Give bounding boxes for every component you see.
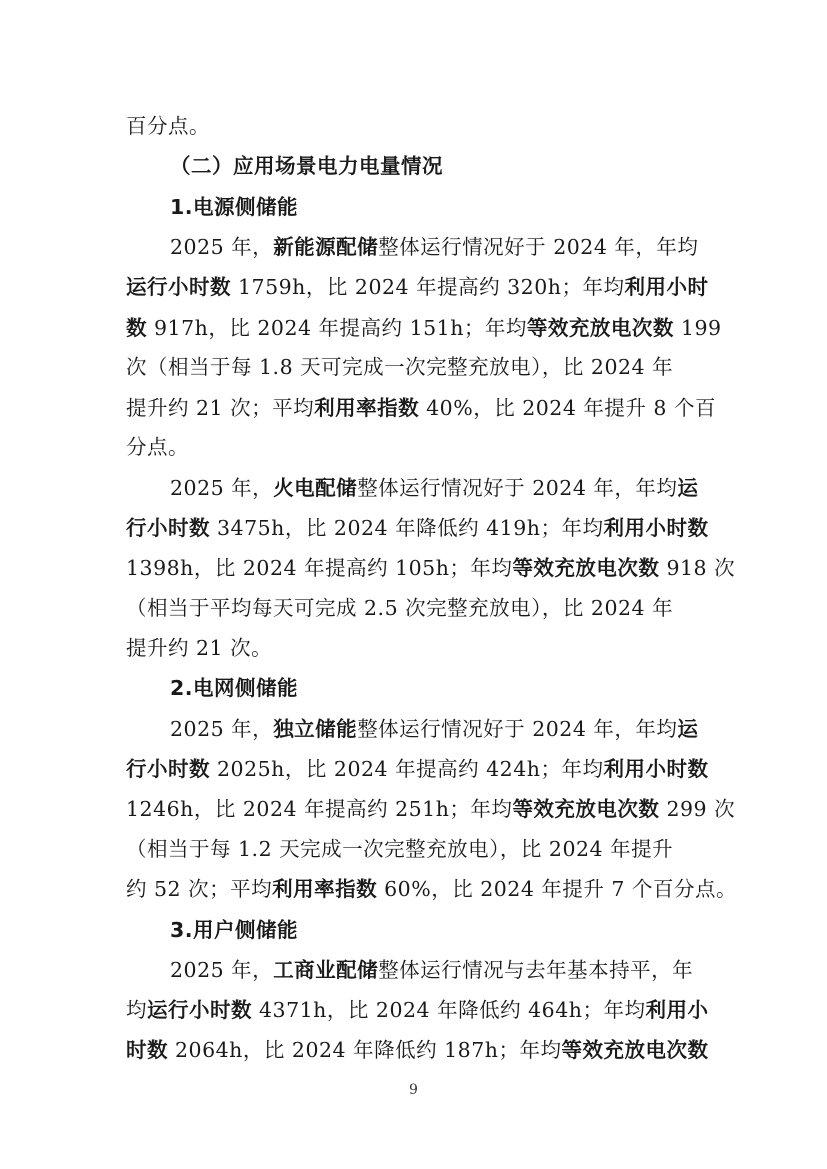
bold-term: 运	[677, 717, 699, 741]
bold-term: 等效充放电次数	[561, 1038, 709, 1062]
text-span: 均	[126, 998, 147, 1022]
subsection-heading	[170, 193, 706, 221]
paragraph-line	[126, 353, 706, 381]
subsection-heading	[170, 916, 706, 944]
text-span: 2025 年，	[170, 958, 274, 982]
text-span: 199	[673, 316, 722, 340]
bold-term: 新能源配储	[273, 235, 379, 259]
section-heading	[170, 152, 706, 180]
bold-term: 数	[126, 316, 147, 340]
paragraph-line	[126, 594, 706, 622]
bold-term: 行小时数	[126, 757, 210, 781]
bold-term: 等效充放电次数	[512, 797, 660, 821]
text-span: 整体运行情况与去年基本持平，年	[378, 958, 694, 982]
bold-term: 利用小	[645, 998, 709, 1022]
paragraph-line	[170, 233, 706, 261]
bold-term: 运	[677, 476, 699, 500]
paragraph-line	[126, 273, 709, 301]
bold-term: 利用小时	[624, 275, 709, 299]
paragraph-line	[126, 314, 722, 342]
subsection-heading-text: 2.电网侧储能	[170, 676, 299, 700]
paragraph-line	[170, 474, 706, 502]
paragraph-line	[126, 634, 706, 662]
bold-term: 利用小时数	[603, 516, 709, 540]
paragraph-line	[126, 996, 709, 1024]
paragraph-line	[170, 956, 706, 984]
paragraph-line	[126, 554, 736, 582]
text-span: 2025h，比 2024 年提高约 424h；年均	[210, 757, 604, 781]
text-span: 3475h，比 2024 年降低约 419h；年均	[210, 516, 604, 540]
bold-term: 利用小时数	[603, 757, 709, 781]
bold-term: 运行小时数	[147, 998, 252, 1022]
paragraph-line	[170, 715, 706, 743]
text-span: 整体运行情况好于 2024 年，年均	[357, 717, 678, 741]
text-span: 2025 年，	[170, 235, 274, 259]
text-span: 整体运行情况好于 2024 年，年均	[378, 235, 699, 259]
subsection-heading-text: 1.电源侧储能	[170, 195, 299, 219]
bold-term: 火电配储	[273, 476, 358, 500]
paragraph-line	[126, 795, 736, 823]
text-span: 40%，比 2024 年提升 8 个百	[419, 396, 716, 420]
text-span: 百分点。	[126, 114, 210, 138]
bold-term: 行小时数	[126, 516, 210, 540]
bold-term: 等效充放电次数	[512, 556, 660, 580]
paragraph-line	[126, 514, 709, 542]
paragraph-line	[126, 433, 706, 461]
text-span: （相当于每 1.2 天完成一次完整充放电），比 2024 年提升	[126, 837, 674, 861]
text-span: 918 次	[659, 556, 736, 580]
subsection-heading-text: 3.用户侧储能	[170, 918, 299, 942]
paragraph-line	[126, 394, 716, 422]
text-span: 2064h，比 2024 年降低约 187h；年均	[168, 1038, 562, 1062]
paragraph-line	[126, 875, 737, 903]
text-span: （相当于平均每天可完成 2.5 次完整充放电），比 2024 年	[126, 596, 674, 620]
bold-term: 工商业配储	[273, 958, 379, 982]
text-span: 1759h，比 2024 年提高约 320h；年均	[231, 275, 625, 299]
bold-term: 时数	[126, 1038, 168, 1062]
text-span: 整体运行情况好于 2024 年，年均	[357, 476, 678, 500]
text-span: 2025 年，	[170, 476, 274, 500]
text-span: 4371h，比 2024 年降低约 464h；年均	[252, 998, 646, 1022]
bold-term: 利用率指数	[314, 396, 420, 420]
paragraph-line	[126, 112, 706, 140]
bold-term: 等效充放电次数	[526, 316, 674, 340]
bold-term: 运行小时数	[126, 275, 231, 299]
text-span: 299 次	[659, 797, 736, 821]
text-span: 提升约 21 次；平均	[126, 396, 315, 420]
text-span: 提升约 21 次。	[126, 636, 273, 660]
text-span: 次（相当于每 1.8 天可完成一次完整充放电），比 2024 年	[126, 355, 674, 379]
section-heading-text: （二）应用场景电力电量情况	[170, 154, 443, 178]
subsection-heading	[170, 674, 706, 702]
bold-term: 独立储能	[273, 717, 358, 741]
paragraph-line	[126, 1036, 709, 1064]
page-number: 9	[409, 1082, 418, 1098]
bold-term: 利用率指数	[272, 877, 378, 901]
text-span: 60%，比 2024 年提升 7 个百分点。	[377, 877, 737, 901]
text-span: 1246h，比 2024 年提高约 251h；年均	[126, 797, 513, 821]
paragraph-line	[126, 755, 709, 783]
text-span: 917h，比 2024 年提高约 151h；年均	[147, 316, 527, 340]
text-span: 约 52 次；平均	[126, 877, 273, 901]
text-span: 2025 年，	[170, 717, 274, 741]
paragraph-line	[126, 835, 706, 863]
text-span: 分点。	[126, 435, 189, 459]
text-span: 1398h，比 2024 年提高约 105h；年均	[126, 556, 513, 580]
